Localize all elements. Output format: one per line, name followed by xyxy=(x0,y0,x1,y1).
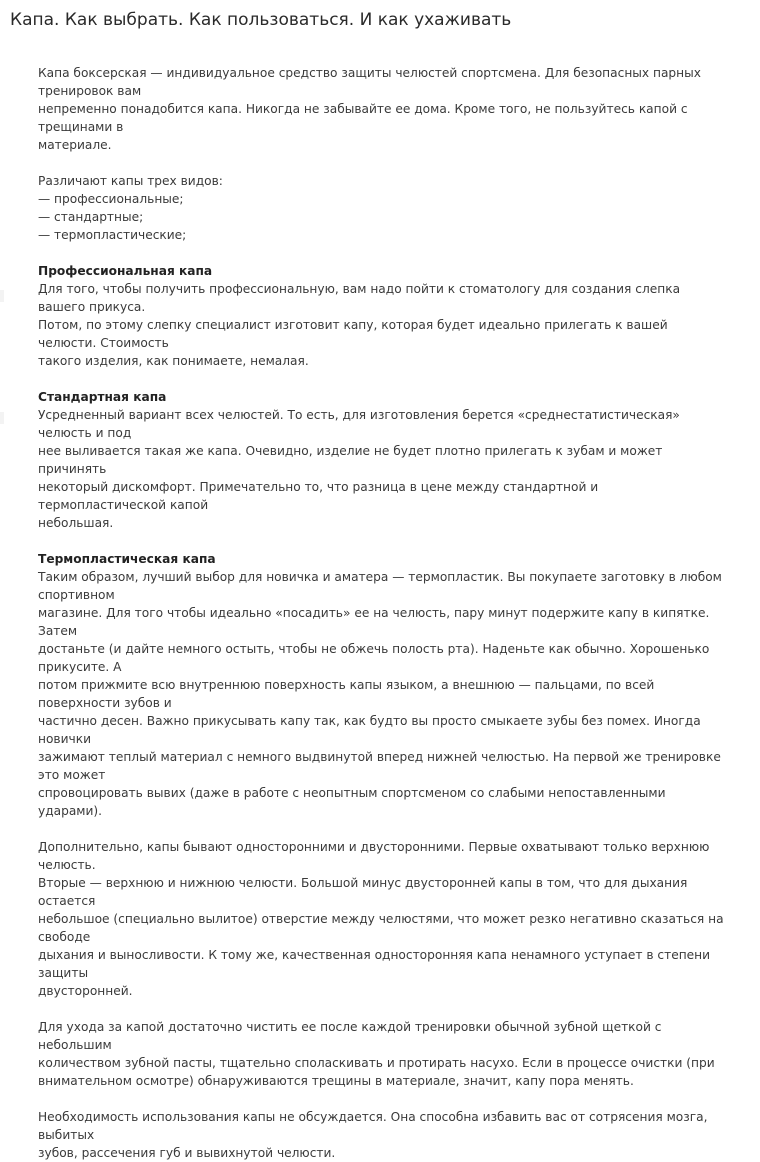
section-professional xyxy=(38,262,728,370)
text-line: непременно понадобится капа. Никогда не забывайте ее дома. Кроме того, не пользуйтесь капой с трещинами в xyxy=(38,102,688,134)
left-edge-mark xyxy=(0,290,4,302)
text-line: зубов, рассечения губ и вывихнутой челюсти. xyxy=(38,1146,336,1160)
text-line: Усредненный вариант всех челюстей. То есть, для изготовления берется «среднестатистическая» челюсть и под xyxy=(38,408,680,440)
section-thermoplastic xyxy=(38,550,728,820)
text-line: Дополнительно, капы бывают односторонними и двусторонними. Первые охватывают только верхнюю челюсть. xyxy=(38,840,710,872)
paragraph-care xyxy=(38,1018,728,1090)
text-line: частично десен. Важно прикусывать капу так, как будто вы просто смыкаете зубы без помех. Иногда новички xyxy=(38,714,701,746)
section-heading: Профессиональная капа xyxy=(38,264,213,278)
types-list-item: — стандартные; xyxy=(38,210,144,224)
text-line: материале. xyxy=(38,138,112,152)
text-line: Необходимость использования капы не обсуждается. Она способна избавить вас от сотрясения мозга, выбитых xyxy=(38,1110,708,1142)
text-line: двусторонней. xyxy=(38,984,133,998)
article-body xyxy=(38,64,728,1162)
intro-paragraph xyxy=(38,64,728,154)
text-line: Капа боксерская — индивидуальное средство защиты челюстей спортсмена. Для безопасных парных тренировок вам xyxy=(38,66,701,98)
types-intro: Различают капы трех видов: xyxy=(38,174,223,188)
text-line: дыхания и выносливости. К тому же, качественная односторонняя капа ненамного уступает в степени защиты xyxy=(38,948,711,980)
paragraph-conclusion xyxy=(38,1108,728,1162)
paragraph-one-two-sided xyxy=(38,838,728,1000)
types-list-item: — термопластические; xyxy=(38,228,187,242)
text-line: Потом, по этому слепку специалист изготовит капу, которая будет идеально прилегать к вашей челюсти. Стоимость xyxy=(38,318,668,350)
text-line: внимательном осмотре) обнаруживаются трещины в материале, значит, капу пора менять. xyxy=(38,1074,634,1088)
left-edge-mark xyxy=(0,412,4,424)
text-line: нее выливается такая же капа. Очевидно, изделие не будет плотно прилегать к зубам и может причинять xyxy=(38,444,663,476)
section-heading: Термопластическая капа xyxy=(38,552,216,566)
text-line: Вторые — верхнюю и нижнюю челюсти. Большой минус двусторонней капы в том, что для дыхания остается xyxy=(38,876,688,908)
text-line: спровоцировать вывих (даже в работе с неопытным спортсменом со слабыми непоставленными ударами). xyxy=(38,786,666,818)
text-line: небольшое (специально вылитое) отверстие между челюстями, что может резко негативно сказаться на свободе xyxy=(38,912,724,944)
text-line: Для ухода за капой достаточно чистить ее после каждой тренировки обычной зубной щеткой с небольшим xyxy=(38,1020,662,1052)
text-line: зажимают теплый материал с немного выдвинутой вперед нижней челюстью. На первой же тренировке это может xyxy=(38,750,721,782)
section-standard xyxy=(38,388,728,532)
text-line: магазине. Для того чтобы идеально «посадить» ее на челюсть, пару минут подержите капу в кипятке. Затем xyxy=(38,606,710,638)
text-line: Для того, чтобы получить профессиональную, вам надо пойти к стоматологу для создания слепка вашего прикуса. xyxy=(38,282,681,314)
text-line: такого изделия, как понимаете, немалая. xyxy=(38,354,309,368)
types-paragraph xyxy=(38,172,728,244)
text-line: небольшая. xyxy=(38,516,114,530)
section-heading: Стандартная капа xyxy=(38,390,167,404)
types-list-item: — профессиональные; xyxy=(38,192,184,206)
text-line: достаньте (и дайте немного остыть, чтобы не обжечь полость рта). Наденьте как обычно. Хорошенько прикусите. А xyxy=(38,642,710,674)
text-line: Таким образом, лучший выбор для новичка и аматера — термопластик. Вы покупаете заготовку в любом спортивном xyxy=(38,570,722,602)
text-line: некоторый дискомфорт. Примечательно то, что разница в цене между стандартной и термопластической капой xyxy=(38,480,599,512)
page-title: Капа. Как выбрать. Как пользоваться. И как ухаживать xyxy=(10,10,512,30)
text-line: количеством зубной пасты, тщательно споласкивать и протирать насухо. Если в процессе очистки (при xyxy=(38,1056,715,1070)
text-line: потом прижмите всю внутреннюю поверхность капы языком, а внешнюю — пальцами, по всей поверхности зубов и xyxy=(38,678,655,710)
